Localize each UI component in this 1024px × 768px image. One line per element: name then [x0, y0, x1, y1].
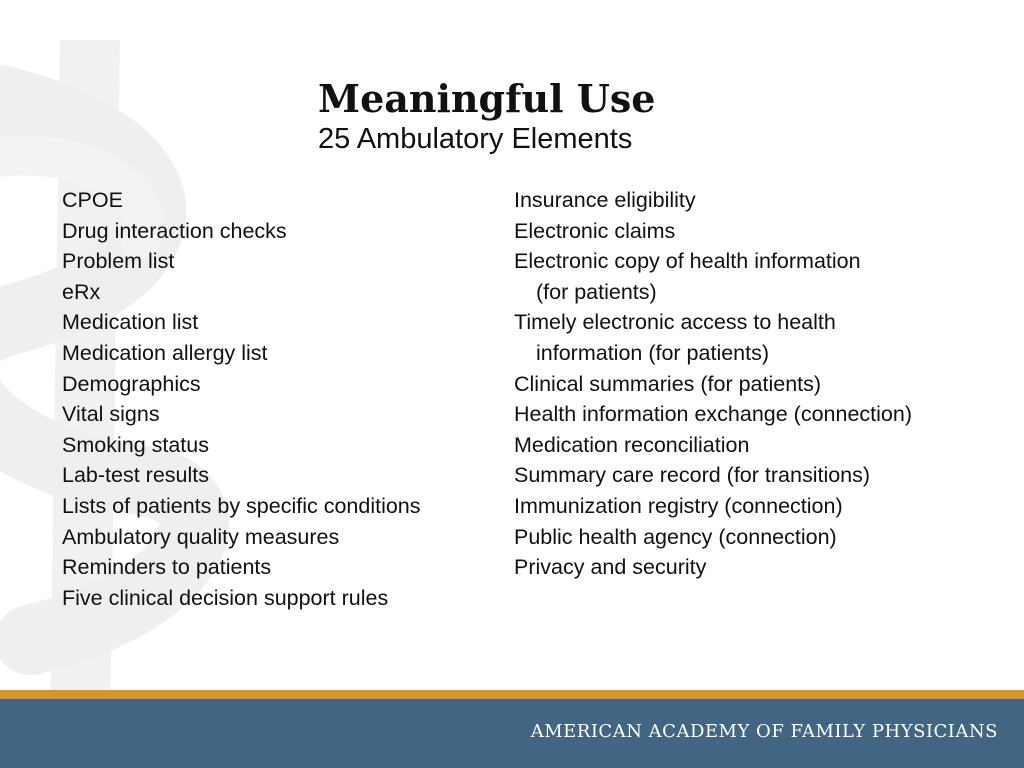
slide-subtitle: 25 Ambulatory Elements — [318, 123, 633, 155]
list-item: Reminders to patients — [62, 555, 272, 580]
list-item: Summary care record (for transitions) — [514, 463, 871, 488]
right-column-list — [514, 185, 912, 583]
list-item: Drug interaction checks — [62, 218, 287, 243]
footer-band — [0, 699, 1024, 768]
list-item: Timely electronic access to health — [514, 310, 836, 335]
list-item: Five clinical decision support rules — [62, 585, 389, 610]
list-item: Smoking status — [62, 432, 209, 457]
list-item: Lab-test results — [62, 463, 209, 488]
slide-title: Meaningful Use — [318, 76, 656, 121]
list-item: Lists of patients by specific conditions — [62, 493, 421, 518]
list-item: Public health agency (connection) — [514, 524, 837, 549]
list-item: Clinical summaries (for patients) — [514, 371, 822, 396]
title-block — [318, 76, 655, 156]
list-item: Immunization registry (connection) — [514, 493, 843, 518]
list-item: Electronic claims — [514, 218, 676, 243]
list-item: Medication list — [62, 310, 199, 335]
list-item: Privacy and security — [514, 555, 707, 580]
list-item: eRx — [62, 279, 101, 304]
list-item: Problem list — [62, 249, 175, 274]
list-item: Ambulatory quality measures — [62, 524, 340, 549]
accent-bar — [0, 690, 1024, 699]
list-item: Medication reconciliation — [514, 432, 750, 457]
list-item-continuation: (for patients) — [536, 279, 657, 304]
footer-organization-name: AMERICAN ACADEMY OF FAMILY PHYSICIANS — [530, 721, 998, 742]
list-item: Electronic copy of health information — [514, 249, 861, 274]
list-item: Insurance eligibility — [514, 188, 696, 212]
list-item: CPOE — [62, 188, 123, 212]
list-item: Demographics — [62, 371, 201, 396]
left-column-list — [62, 185, 421, 613]
list-item-continuation: information (for patients) — [536, 340, 770, 365]
list-item: Health information exchange (connection) — [514, 402, 912, 427]
list-item: Vital signs — [62, 402, 160, 427]
list-item: Medication allergy list — [62, 340, 268, 365]
